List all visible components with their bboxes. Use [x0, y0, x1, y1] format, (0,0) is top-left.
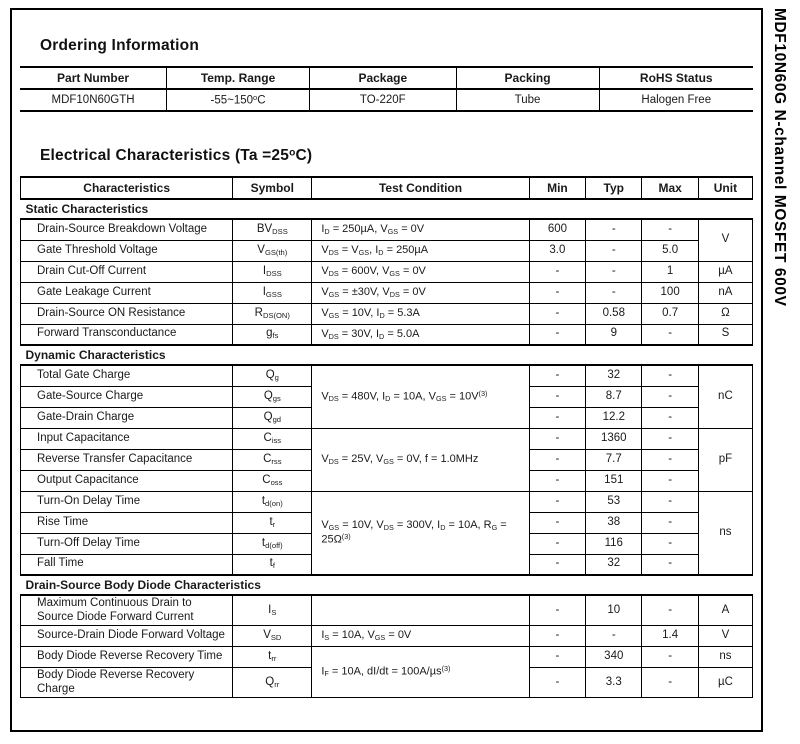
- table-row: [21, 261, 753, 282]
- max-cell: -: [642, 533, 698, 554]
- page-border-frame: [10, 8, 763, 732]
- symbol-cell: $Q_{gd}$: [233, 407, 312, 428]
- min-cell: -: [529, 449, 585, 470]
- unit-cell: Ω: [698, 303, 752, 324]
- unit-cell: nC: [698, 365, 752, 428]
- col-header-test-condition: Test Condition: [312, 177, 529, 199]
- col-header-symbol: Symbol: [233, 177, 312, 199]
- max-cell: -: [642, 386, 698, 407]
- cond-cell: $V_{GS} = \pm 30V$, $V_{DS} = 0V$: [312, 282, 529, 303]
- min-cell: -: [529, 647, 585, 668]
- min-cell: -: [529, 533, 585, 554]
- min-cell: -: [529, 595, 585, 626]
- symbol-cell: $C_{rss}$: [233, 449, 312, 470]
- symbol-cell: $I_{GSS}$: [233, 282, 312, 303]
- package-cell: TO-220F: [310, 89, 457, 111]
- col-header-unit: Unit: [698, 177, 752, 199]
- cond-cell: $I_S = 10A$, $V_{GS} = 0V$: [312, 626, 529, 647]
- typ-cell: 12.2: [586, 407, 642, 428]
- table-row: [21, 595, 753, 626]
- char-cell: Total Gate Charge: [21, 365, 233, 386]
- typ-cell: 38: [586, 512, 642, 533]
- unit-cell: µA: [698, 261, 752, 282]
- cond-cell: $V_{GS} = 10V$, $V_{DS} = 300V$, $I_D = 10A$, $R_G = 25\Omega^{(3)}$: [312, 491, 529, 575]
- min-cell: -: [529, 261, 585, 282]
- typ-cell: 0.58: [586, 303, 642, 324]
- char-cell: Drain Cut-Off Current: [21, 261, 233, 282]
- char-cell: Gate Leakage Current: [21, 282, 233, 303]
- cond-cell: $V_{DS} = 480V$, $I_D = 10A$, $V_{GS} = 10V^{(3)}$: [312, 365, 529, 428]
- min-cell: -: [529, 303, 585, 324]
- temp-range-cell: -55~150$^o$C: [167, 89, 310, 111]
- typ-cell: 9: [586, 324, 642, 345]
- col-header-package: Package: [310, 67, 457, 89]
- typ-cell: 1360: [586, 428, 642, 449]
- table-row: [21, 626, 753, 647]
- cond-cell: $V_{DS} = 30V$, $I_D = 5.0A$: [312, 324, 529, 345]
- section-body-diode-characteristics: [21, 575, 753, 595]
- col-header-min: Min: [529, 177, 585, 199]
- char-cell: Body Diode Reverse Recovery Charge: [21, 668, 233, 698]
- symbol-cell: $g_{fs}$: [233, 324, 312, 345]
- electrical-characteristics-table: [20, 176, 753, 698]
- electrical-header-row: [21, 177, 753, 199]
- min-cell: -: [529, 365, 585, 386]
- typ-cell: 7.7: [586, 449, 642, 470]
- table-row: [21, 491, 753, 512]
- section-static-characteristics: [21, 199, 753, 219]
- side-vertical-title: MDF10N60G N-channel MOSFET 600V: [771, 8, 788, 307]
- cond-cell: $V_{DS} = 25V$, $V_{GS} = 0V$, f = 1.0MHz: [312, 428, 529, 491]
- section-title: Dynamic Characteristics: [21, 345, 753, 365]
- rohs-status-cell: Halogen Free: [599, 89, 753, 111]
- typ-cell: 10: [586, 595, 642, 626]
- max-cell: -: [642, 668, 698, 698]
- min-cell: 600: [529, 219, 585, 240]
- unit-cell: ns: [698, 491, 752, 575]
- char-cell: Maximum Continuous Drain to Source Diode Forward Current: [21, 595, 233, 626]
- symbol-cell: $C_{iss}$: [233, 428, 312, 449]
- packing-cell: Tube: [456, 89, 599, 111]
- char-cell: Gate-Drain Charge: [21, 407, 233, 428]
- char-cell: Reverse Transfer Capacitance: [21, 449, 233, 470]
- min-cell: -: [529, 428, 585, 449]
- max-cell: -: [642, 324, 698, 345]
- max-cell: -: [642, 491, 698, 512]
- ordering-header-row: [20, 67, 753, 89]
- char-cell: Input Capacitance: [21, 428, 233, 449]
- typ-cell: -: [586, 261, 642, 282]
- symbol-cell: $Q_{gs}$: [233, 386, 312, 407]
- max-cell: 5.0: [642, 240, 698, 261]
- typ-cell: 340: [586, 647, 642, 668]
- col-header-packing: Packing: [456, 67, 599, 89]
- min-cell: -: [529, 386, 585, 407]
- max-cell: -: [642, 595, 698, 626]
- section-dynamic-characteristics: [21, 345, 753, 365]
- symbol-cell: $BV_{DSS}$: [233, 219, 312, 240]
- max-cell: -: [642, 219, 698, 240]
- unit-cell: V: [698, 219, 752, 261]
- max-cell: -: [642, 512, 698, 533]
- min-cell: -: [529, 512, 585, 533]
- char-cell: Output Capacitance: [21, 470, 233, 491]
- cond-cell: $V_{DS} = V_{GS}$, $I_D = 250\mu A$: [312, 240, 529, 261]
- symbol-cell: $I_{DSS}$: [233, 261, 312, 282]
- typ-cell: -: [586, 626, 642, 647]
- unit-cell: A: [698, 595, 752, 626]
- char-cell: Drain-Source ON Resistance: [21, 303, 233, 324]
- max-cell: 0.7: [642, 303, 698, 324]
- max-cell: -: [642, 449, 698, 470]
- min-cell: 3.0: [529, 240, 585, 261]
- char-cell: Turn-On Delay Time: [21, 491, 233, 512]
- min-cell: -: [529, 282, 585, 303]
- max-cell: 100: [642, 282, 698, 303]
- table-row: [21, 219, 753, 240]
- typ-cell: -: [586, 219, 642, 240]
- max-cell: 1.4: [642, 626, 698, 647]
- symbol-cell: $C_{oss}$: [233, 470, 312, 491]
- typ-cell: -: [586, 240, 642, 261]
- symbol-cell: $Q_g$: [233, 365, 312, 386]
- typ-cell: 53: [586, 491, 642, 512]
- cond-cell: $I_D = 250\mu A$, $V_{GS} = 0V$: [312, 219, 529, 240]
- col-header-characteristics: Characteristics: [21, 177, 233, 199]
- char-cell: Gate Threshold Voltage: [21, 240, 233, 261]
- typ-cell: 116: [586, 533, 642, 554]
- electrical-characteristics-title: Electrical Characteristics $(Ta =25^oC)$: [40, 147, 313, 164]
- unit-cell: µC: [698, 668, 752, 698]
- col-header-typ: Typ: [586, 177, 642, 199]
- min-cell: -: [529, 324, 585, 345]
- char-cell: Fall Time: [21, 554, 233, 575]
- table-row: [21, 428, 753, 449]
- symbol-cell: $t_f$: [233, 554, 312, 575]
- typ-cell: 32: [586, 554, 642, 575]
- unit-cell: nA: [698, 282, 752, 303]
- char-cell: Source-Drain Diode Forward Voltage: [21, 626, 233, 647]
- min-cell: -: [529, 626, 585, 647]
- symbol-cell: $V_{SD}$: [233, 626, 312, 647]
- cond-cell: $I_F = 10A$, dI/dt = 100A/µs$^{(3)}$: [312, 647, 529, 698]
- col-header-rohs-status: RoHS Status: [599, 67, 753, 89]
- char-cell: Body Diode Reverse Recovery Time: [21, 647, 233, 668]
- max-cell: -: [642, 428, 698, 449]
- min-cell: -: [529, 554, 585, 575]
- col-header-temp-range: Temp. Range: [167, 67, 310, 89]
- typ-cell: -: [586, 282, 642, 303]
- symbol-cell: $V_{GS(th)}$: [233, 240, 312, 261]
- unit-cell: ns: [698, 647, 752, 668]
- section-title: Static Characteristics: [21, 199, 753, 219]
- table-row: [21, 240, 753, 261]
- char-cell: Forward Transconductance: [21, 324, 233, 345]
- unit-cell: pF: [698, 428, 752, 491]
- table-row: [21, 303, 753, 324]
- min-cell: -: [529, 491, 585, 512]
- typ-cell: 151: [586, 470, 642, 491]
- max-cell: -: [642, 554, 698, 575]
- cond-cell: $V_{GS} = 10V$, $I_D = 5.3A$: [312, 303, 529, 324]
- max-cell: 1: [642, 261, 698, 282]
- page-content: [12, 37, 761, 698]
- table-row: [21, 647, 753, 668]
- table-row: [21, 324, 753, 345]
- symbol-cell: $t_{d(off)}$: [233, 533, 312, 554]
- symbol-cell: $t_r$: [233, 512, 312, 533]
- symbol-cell: $Q_{rr}$: [233, 668, 312, 698]
- max-cell: -: [642, 470, 698, 491]
- char-cell: Drain-Source Breakdown Voltage: [21, 219, 233, 240]
- section-title: Drain-Source Body Diode Characteristics: [21, 575, 753, 595]
- symbol-cell: $t_{d(on)}$: [233, 491, 312, 512]
- col-header-max: Max: [642, 177, 698, 199]
- col-header-part-number: Part Number: [20, 67, 167, 89]
- part-number-cell: MDF10N60GTH: [20, 89, 167, 111]
- char-cell: Turn-Off Delay Time: [21, 533, 233, 554]
- ordering-information-title: Ordering Information: [40, 37, 199, 54]
- max-cell: -: [642, 365, 698, 386]
- symbol-cell: $R_{DS(ON)}$: [233, 303, 312, 324]
- table-row: [21, 282, 753, 303]
- min-cell: -: [529, 470, 585, 491]
- max-cell: -: [642, 647, 698, 668]
- char-cell: Rise Time: [21, 512, 233, 533]
- min-cell: -: [529, 407, 585, 428]
- ordering-data-row: [20, 89, 753, 111]
- min-cell: -: [529, 668, 585, 698]
- unit-cell: S: [698, 324, 752, 345]
- table-row: [21, 365, 753, 386]
- typ-cell: 3.3: [586, 668, 642, 698]
- unit-cell: V: [698, 626, 752, 647]
- typ-cell: 8.7: [586, 386, 642, 407]
- char-cell: Gate-Source Charge: [21, 386, 233, 407]
- ordering-table: [20, 66, 753, 112]
- symbol-cell: $t_{rr}$: [233, 647, 312, 668]
- cond-cell: [312, 595, 529, 626]
- symbol-cell: $I_S$: [233, 595, 312, 626]
- typ-cell: 32: [586, 365, 642, 386]
- max-cell: -: [642, 407, 698, 428]
- cond-cell: $V_{DS} = 600V$, $V_{GS} = 0V$: [312, 261, 529, 282]
